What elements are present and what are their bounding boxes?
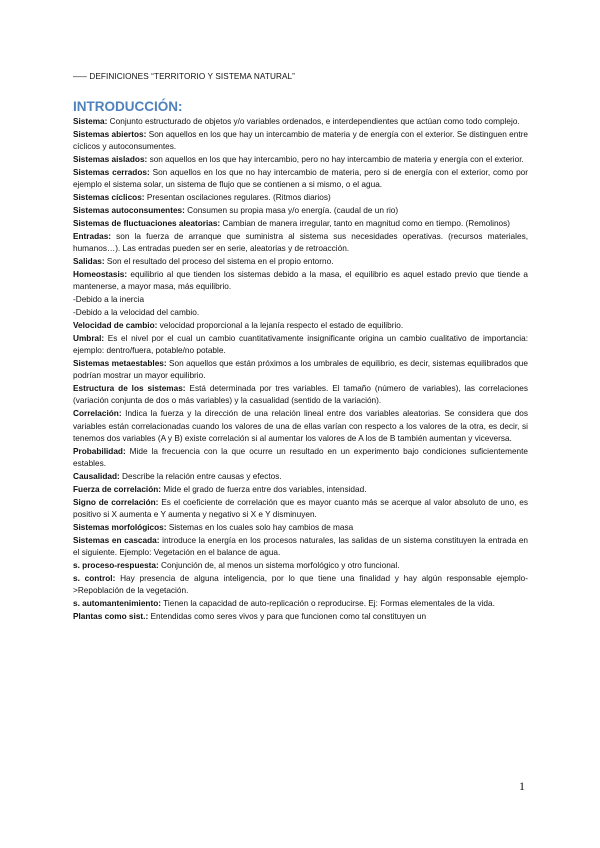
definition-text: velocidad proporcional a la lejanía respecto el estado de equilibrio. [157, 321, 404, 331]
definition-term: Estructura de los sistemas: [73, 384, 186, 394]
definition-item [73, 497, 528, 521]
definition-text: Presentan oscilaciones regulares. (Ritmos diarios) [144, 193, 331, 203]
definition-term: Velocidad de cambio: [73, 321, 158, 331]
definition-text: Hay presencia de alguna inteligencia, por lo que tiene una finalidad y hay algún responsable ejemplo->Repoblación de la vegetación. [73, 573, 528, 595]
definition-text: Es el nivel por el cual un cambio cuantitativamente insignificante origina un cambio cualitativo de importancia: ejemplo: dentro/fuera, potable/no potable. [73, 334, 528, 356]
definition-item [73, 205, 528, 217]
definition-text: Está determinada por tres variables. El tamaño (número de variables), las correlaciones (variación conjunta de dos o más variables) y la casualidad (sentido de la variación). [73, 384, 528, 406]
definition-text: Son el resultado del proceso del sistema en el propio entorno. [104, 257, 334, 267]
definition-item [73, 116, 528, 128]
definition-text: Indica la fuerza y la dirección de una relación lineal entre dos variables aleatorias. Se considera que dos variables están correlacionadas cuando los valores de una de ellas varían con respecto a los valores de la otra, es decir, si tenemos dos variables (A y B) existe correlación si al aumentar los valores de A los de B también aumentan y viceversa. [73, 409, 528, 443]
definition-term: s. proceso-respuesta: [73, 560, 159, 570]
definition-term: s. control: [73, 573, 116, 583]
page-number: 1 [519, 779, 525, 793]
definition-item [73, 611, 528, 623]
definition-text: Son aquellos que están próximos a los umbrales de equilibrio, es decir, sistemas equilibrados que podrían mostrar un mayor equilibrio. [73, 359, 528, 381]
definition-text: son la fuerza de arranque que suministra al sistema sus necesidades operativas. (recursos materiales, humanos…). Las entradas pueden ser en serie, aleatorias y de retroacción. [73, 232, 528, 254]
definition-term: Correlación: [73, 409, 122, 419]
definition-text: Describe la relación entre causas y efectos. [119, 471, 282, 481]
definition-text: equilibrio al que tienden los sistemas debido a la masa, el equilibrio es aquel estado previo que tiende a mantenerse, a mayor masa, más equilibrio. [73, 270, 528, 292]
definition-text: -Debido a la inercia [73, 295, 145, 305]
definition-text: Conjunto estructurado de objetos y/o variables ordenados, e interdependientes que actúan como todo complejo. [107, 117, 520, 126]
definition-text: Conjunción de, al menos un sistema morfológico y otro funcional. [158, 560, 400, 570]
definition-term: Homeostasis: [73, 270, 128, 280]
definition-item [73, 333, 528, 357]
definition-text: Es el coeficiente de correlación que es mayor cuanto más se acerque al valor absoluto de uno, es positivo si X aumenta e Y aumenta y negativo si X e Y disminuyen. [73, 497, 528, 519]
definition-item [73, 218, 528, 230]
definition-text: -Debido a la velocidad del cambio. [73, 308, 200, 318]
definition-text: Tienen la capacidad de auto-replicación o reproducirse. Ej: Formas elementales de la vida. [161, 598, 495, 608]
definition-item [73, 560, 528, 572]
definition-item [73, 383, 528, 407]
definition-item [73, 598, 528, 610]
definition-text: Sistemas en los cuales solo hay cambios de masa [166, 522, 354, 532]
definition-term: s. automantenimiento: [73, 598, 162, 608]
definition-term: Sistemas autoconsumentes: [73, 206, 185, 216]
definition-item [73, 358, 528, 382]
definition-term: Sistema: [73, 117, 108, 126]
definition-text: Cambian de manera irregular, tanto en magnitud como en tiempo. (Remolinos) [220, 219, 511, 229]
definition-term: Probabilidad: [73, 446, 126, 456]
definition-item [73, 446, 528, 470]
definition-item [73, 154, 528, 166]
definition-item [73, 573, 528, 597]
definition-item [73, 192, 528, 204]
definition-text: Consumen su propia masa y/o energía. (caudal de un rio) [184, 206, 399, 216]
definition-item [73, 535, 528, 559]
definition-text: Son aquellos en los que no hay intercambio de materia, pero si de energía con el exterior, como por ejemplo el sistema solar, un sistema de flujo que se contienen a si mismo, o el agua. [73, 168, 529, 190]
definition-term: Sistemas aislados: [73, 155, 148, 165]
definition-term: Sistemas metaestables: [73, 359, 167, 369]
definition-term: Salidas: [73, 257, 105, 267]
definition-term: Signo de correlación: [73, 497, 159, 507]
definition-item [73, 307, 528, 319]
definition-item [73, 256, 528, 268]
definition-item [73, 231, 528, 255]
definition-item [73, 269, 528, 293]
definition-item [73, 320, 528, 332]
definition-item [73, 129, 528, 153]
definition-item [73, 408, 528, 444]
definition-item [73, 522, 528, 534]
definition-term: Plantas como sist.: [73, 611, 149, 621]
definition-term: Sistemas cíclicos: [73, 193, 145, 203]
definition-item [73, 294, 528, 306]
definition-term: Sistemas de fluctuaciones aleatorias: [73, 219, 221, 229]
definition-term: Sistemas morfológicos: [73, 522, 167, 532]
definition-text: Entendidas como seres vivos y para que funcionen como tal constituyen un [148, 611, 427, 621]
definition-term: Sistemas cerrados: [73, 168, 150, 178]
definition-term: Umbral: [73, 334, 105, 344]
definition-text: son aquellos en los que hay intercambio, pero no hay intercambio de materia y energía con el exterior. [147, 155, 524, 165]
definitions-list [73, 116, 528, 623]
document-header: ––– DEFINICIONES “TERRITORIO Y SISTEMA NATURAL” [73, 72, 296, 81]
definition-text: Mide el grado de fuerza entre dos variables, intensidad. [161, 484, 367, 494]
definition-item [73, 167, 528, 191]
definition-term: Sistemas en cascada: [73, 535, 160, 545]
definition-term: Sistemas abiertos: [73, 129, 147, 139]
document-page [73, 72, 528, 624]
definition-text: Son aquellos en los que hay un intercambio de materia y de energía con el exterior. Se distinguen entre cíclicos y autoconsumentes. [73, 129, 528, 152]
definition-text: introduce la energía en los procesos naturales, las salidas de un sistema constituyen la entrada en el siguiente. Ejemplo: Vegetación en el balance de agua. [73, 535, 528, 557]
definition-term: Fuerza de correlación: [73, 484, 162, 494]
definition-term: Entradas: [73, 232, 112, 242]
definition-term: Causalidad: [73, 471, 120, 481]
definition-item [73, 471, 528, 483]
definition-text: Mide la frecuencia con la que ocurre un resultado en un experimento bajo condiciones suficientemente estables. [73, 446, 528, 468]
definition-item [73, 484, 528, 496]
section-heading-introduccion: INTRODUCCIÓN: [73, 99, 183, 114]
